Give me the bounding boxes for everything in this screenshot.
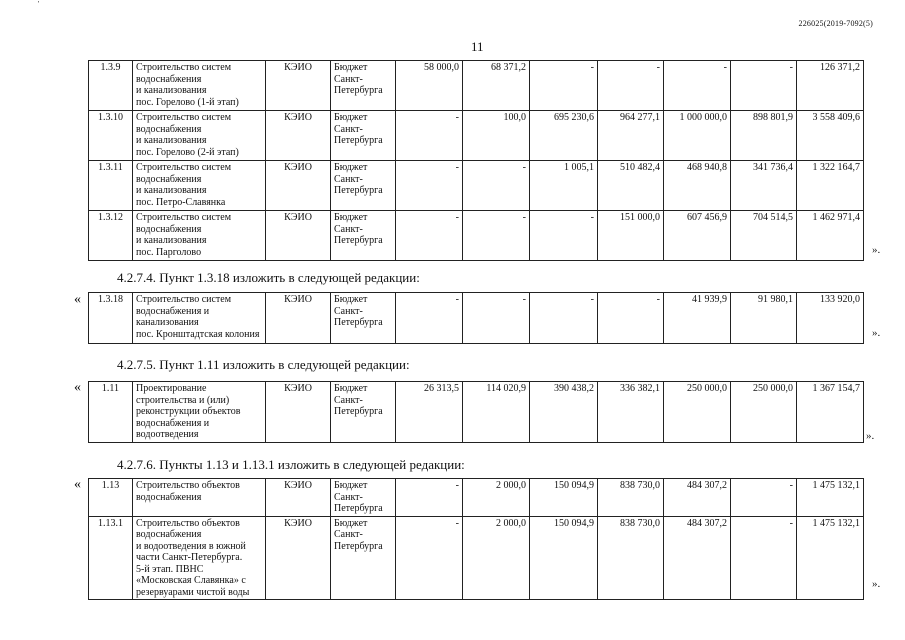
total-value-cell: 1 475 132,1 [797,479,864,517]
year-value-cell: - [463,161,530,211]
item-name-cell [133,61,266,111]
year-value-cell: - [664,61,731,111]
year-value-cell: 26 313,5 [396,382,463,443]
year-value-cell: - [530,61,598,111]
year-value-cell: 250 000,0 [731,382,797,443]
budget-table-3 [88,381,864,443]
year-value-cell: 2 000,0 [463,479,530,517]
total-value-cell: 133 920,0 [797,293,864,344]
funding-source-line: Санкт- [334,123,363,135]
year-value-cell: - [396,211,463,261]
year-value-cell: 484 307,2 [664,516,731,600]
year-value-cell: 838 730,0 [598,479,664,517]
year-value-cell: 114 020,9 [463,382,530,443]
funding-source-line: Санкт- [334,305,363,317]
year-value-cell: 341 736,4 [731,161,797,211]
year-value-cell: 898 801,9 [731,111,797,161]
item-name-line: и канализования [136,85,207,96]
item-name-line: Строительство систем [136,162,232,173]
item-name-line: Строительство систем [136,62,232,73]
item-name-line: канализования [136,317,199,328]
item-name-cell [133,479,266,517]
funding-source-line: Бюджет [334,294,368,305]
year-value-cell: 838 730,0 [598,516,664,600]
item-name-line: водоотведения [136,429,199,440]
table-row [89,111,864,161]
item-name-line: и канализования [136,185,207,196]
table-row [89,382,864,443]
item-name-line: водоснабжения [136,123,202,135]
table-row [89,516,864,600]
item-number-cell: 1.11 [89,382,133,443]
funding-source-line: Бюджет [334,383,368,394]
opening-quote-4: « [74,477,81,492]
year-value-cell: 390 438,2 [530,382,598,443]
funding-source-line: Бюджет [334,480,368,491]
funding-source-cell [331,516,396,600]
executor-cell: КЭИО [266,382,331,443]
funding-source-line: Санкт- [334,223,363,235]
year-value-cell: 68 371,2 [463,61,530,111]
executor-cell: КЭИО [266,479,331,517]
opening-quote-3: « [74,380,81,395]
item-name-cell [133,382,266,443]
table-row [89,211,864,261]
item-name-cell [133,293,266,344]
year-value-cell: - [396,516,463,600]
year-value-cell: 91 980,1 [731,293,797,344]
year-value-cell: 695 230,6 [530,111,598,161]
item-name-line: части Санкт-Петербурга. [136,552,243,563]
year-value-cell: 484 307,2 [664,479,731,517]
year-value-cell: - [731,61,797,111]
funding-source-line: Петербурга [334,503,383,514]
funding-source-line: Петербурга [334,185,383,196]
item-name-line: водоснабжения [136,73,202,85]
item-name-line: пос. Кронштадтская колония [136,328,260,340]
item-name-line: водоснабжения [136,223,202,235]
item-name-line: Строительство объектов [136,517,240,529]
year-value-cell: 58 000,0 [396,61,463,111]
year-value-cell: - [463,293,530,344]
item-name-line: 5-й этап. ПВНС [136,563,204,575]
item-name-line: водоснабжения и [136,417,210,429]
year-value-cell: - [463,211,530,261]
item-name-line: пос. Горелово (2-й этап) [136,146,239,158]
item-name-cell [133,111,266,161]
funding-source-line: Петербурга [334,135,383,146]
paragraph-4-2-7-5: 4.2.7.5. Пункт 1.11 изложить в следующей редакции: [117,357,410,372]
funding-source-cell [331,161,396,211]
closing-quote-2: ». [872,327,881,339]
year-value-cell: - [530,211,598,261]
funding-source-cell [331,211,396,261]
funding-source-cell [331,61,396,111]
total-value-cell: 1 322 164,7 [797,161,864,211]
funding-source-cell [331,111,396,161]
item-number-cell: 1.13.1 [89,516,133,600]
year-value-cell: - [530,293,598,344]
year-value-cell: 2 000,0 [463,516,530,600]
item-number-cell: 1.3.12 [89,211,133,261]
item-name-cell [133,211,266,261]
funding-source-line: Петербурга [334,85,383,96]
item-name-line: пос. Горелово (1-й этап) [136,96,239,108]
total-value-cell: 1 475 132,1 [797,516,864,600]
year-value-cell: 150 094,9 [530,479,598,517]
budget-table-2 [88,292,864,344]
item-name-line: водоснабжения и [136,305,210,317]
total-value-cell: 1 367 154,7 [797,382,864,443]
paragraph-4-2-7-6: 4.2.7.6. Пункты 1.13 и 1.13.1 изложить в следующей редакции: [117,457,465,472]
closing-quote-4: ». [872,578,881,590]
funding-source-line: Бюджет [334,212,368,223]
funding-source-line: Бюджет [334,517,368,529]
item-name-line: Строительство объектов [136,480,240,491]
table-row [89,161,864,211]
funding-source-line: Санкт- [334,73,363,85]
year-value-cell: 250 000,0 [664,382,731,443]
year-value-cell: - [731,516,797,600]
executor-cell: КЭИО [266,61,331,111]
executor-cell: КЭИО [266,211,331,261]
executor-cell: КЭИО [266,111,331,161]
corner-mark: ' [38,0,40,8]
item-name-line: водоснабжения [136,173,202,185]
item-number-cell: 1.3.10 [89,111,133,161]
year-value-cell: 336 382,1 [598,382,664,443]
item-name-line: и водоотведения в южной [136,540,246,552]
item-number-cell: 1.3.11 [89,161,133,211]
funding-source-line: Петербурга [334,317,383,328]
year-value-cell: 41 939,9 [664,293,731,344]
executor-cell: КЭИО [266,293,331,344]
item-name-line: резервуарами чистой воды [136,586,250,598]
funding-source-line: Санкт- [334,491,363,503]
funding-source-cell [331,293,396,344]
item-name-line: Строительство систем [136,212,232,223]
year-value-cell: 510 482,4 [598,161,664,211]
table-row [89,61,864,111]
funding-source-line: Петербурга [334,406,383,417]
year-value-cell: - [396,161,463,211]
year-value-cell: 704 514,5 [731,211,797,261]
page-number: 11 [471,39,484,54]
funding-source-line: Петербурга [334,540,383,552]
item-number-cell: 1.3.9 [89,61,133,111]
year-value-cell: - [396,479,463,517]
item-number-cell: 1.3.18 [89,293,133,344]
year-value-cell: - [396,111,463,161]
item-name-line: Строительство систем [136,112,232,123]
item-name-line: реконструкции объектов [136,406,241,417]
year-value-cell: 100,0 [463,111,530,161]
item-name-line: и канализования [136,135,207,146]
funding-source-line: Бюджет [334,62,368,73]
funding-source-line: Петербурга [334,235,383,246]
opening-quote-2: « [74,292,81,307]
funding-source-line: Санкт- [334,529,363,540]
table-row [89,293,864,344]
year-value-cell: 964 277,1 [598,111,664,161]
funding-source-line: Санкт- [334,173,363,185]
item-name-line: «Московская Славянка» с [136,575,246,586]
total-value-cell: 126 371,2 [797,61,864,111]
year-value-cell: - [396,293,463,344]
funding-source-cell [331,479,396,517]
item-name-line: и канализования [136,235,207,246]
funding-source-line: Санкт- [334,394,363,406]
executor-cell: КЭИО [266,161,331,211]
item-name-cell [133,516,266,600]
item-name-line: Строительство систем [136,294,232,305]
closing-quote-3: ». [866,430,875,442]
year-value-cell: - [598,293,664,344]
executor-cell: КЭИО [266,516,331,600]
item-name-line: Проектирование [136,383,207,394]
item-name-line: пос. Парголово [136,246,202,258]
table-row [89,479,864,517]
year-value-cell: - [731,479,797,517]
item-name-line: водоснабжения [136,529,202,540]
year-value-cell: 468 940,8 [664,161,731,211]
total-value-cell: 1 462 971,4 [797,211,864,261]
paragraph-4-2-7-4: 4.2.7.4. Пункт 1.3.18 изложить в следующей редакции: [117,270,420,285]
closing-quote-1: ». [872,244,881,256]
budget-table-4 [88,478,864,600]
item-name-cell [133,161,266,211]
year-value-cell: 1 000 000,0 [664,111,731,161]
item-name-line: водоснабжения [136,491,202,503]
funding-source-cell [331,382,396,443]
item-name-line: пос. Петро-Славянка [136,196,226,208]
document-id: 226025(2019-7092(5) [798,19,873,28]
year-value-cell: 151 000,0 [598,211,664,261]
total-value-cell: 3 558 409,6 [797,111,864,161]
year-value-cell: 150 094,9 [530,516,598,600]
year-value-cell: - [598,61,664,111]
item-name-line: строительства и (или) [136,394,230,406]
year-value-cell: 1 005,1 [530,161,598,211]
year-value-cell: 607 456,9 [664,211,731,261]
budget-table-1 [88,60,864,261]
funding-source-line: Бюджет [334,112,368,123]
funding-source-line: Бюджет [334,162,368,173]
item-number-cell: 1.13 [89,479,133,517]
